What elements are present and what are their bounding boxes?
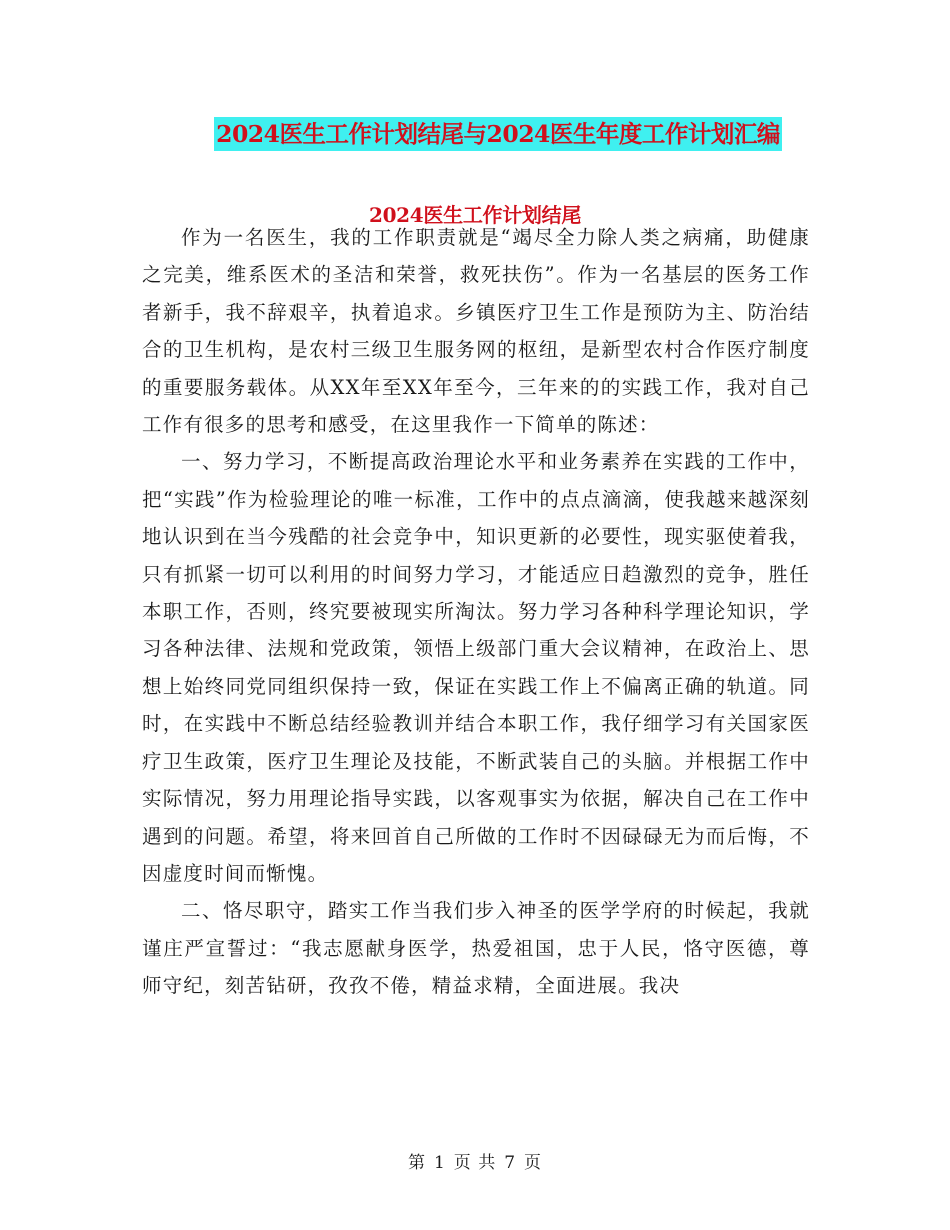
paragraph-section-two: 二、恪尽职守，踏实工作当我们步入神圣的医学学府的时候起，我就谨庄严宣誓过：“我志愿献身医学，热爱祖国，忠于人民，恪守医德，尊师守纪，刻苦钻研，孜孜不倦，精益求精，全面进展。我决 <box>142 899 810 998</box>
document-body <box>142 219 810 1005</box>
footer-middle: 页 共 <box>453 1153 497 1173</box>
footer-prefix: 第 <box>407 1153 426 1173</box>
paragraph-intro: 作为一名医生，我的工作职责就是“竭尽全力除人类之病痛，助健康之完美，维系医术的圣洁和荣誉，救死扶伤”。作为一名基层的医务工作者新手，我不辞艰辛，执着追求。乡镇医疗卫生工作是预防为主、防治结合的卫生机构，是农村三级卫生服务网的枢纽，是新型农村合作医疗制度的重要服务载体。从XX年至XX年至今，三年来的的实践工作，我对自己工作有很多的思考和感受，在这里我作一下简单的陈述： <box>142 226 810 437</box>
footer-total-pages: 7 <box>504 1153 517 1173</box>
page-footer <box>0 1151 950 1175</box>
footer-suffix: 页 <box>524 1153 543 1173</box>
footer-page-number: 1 <box>433 1153 446 1173</box>
section-title: 2024医生工作计划结尾 <box>368 203 582 227</box>
document-title-text: 2024医生工作计划结尾与2024医生年度工作计划汇编 <box>214 117 782 151</box>
document-title <box>0 112 950 151</box>
paragraph-section-one: 一、努力学习，不断提高政治理论水平和业务素养在实践的工作中，把“实践”作为检验理论的唯一标准，工作中的点点滴滴，使我越来越深刻地认识到在当今残酷的社会竞争中，知识更新的必要性，现实驱使着我，只有抓紧一切可以利用的时间努力学习，才能适应日趋激烈的竞争，胜任本职工作，否则，终究要被现实所淘汰。努力学习各种科学理论知识，学习各种法律、法规和党政策，领悟上级部门重大会议精神，在政治上、思想上始终同党同组织保持一致，保证在实践工作上不偏离正确的轨道。同时，在实践中不断总结经验教训并结合本职工作，我仔细学习有关国家医疗卫生政策，医疗卫生理论及技能，不断武装自己的头脑。并根据工作中实际情况，努力用理论指导实践，以客观事实为依据，解决自己在工作中遇到的问题。希望，将来回首自己所做的工作时不因碌碌无为而后悔，不因虚度时间而惭愧。 <box>142 450 810 885</box>
